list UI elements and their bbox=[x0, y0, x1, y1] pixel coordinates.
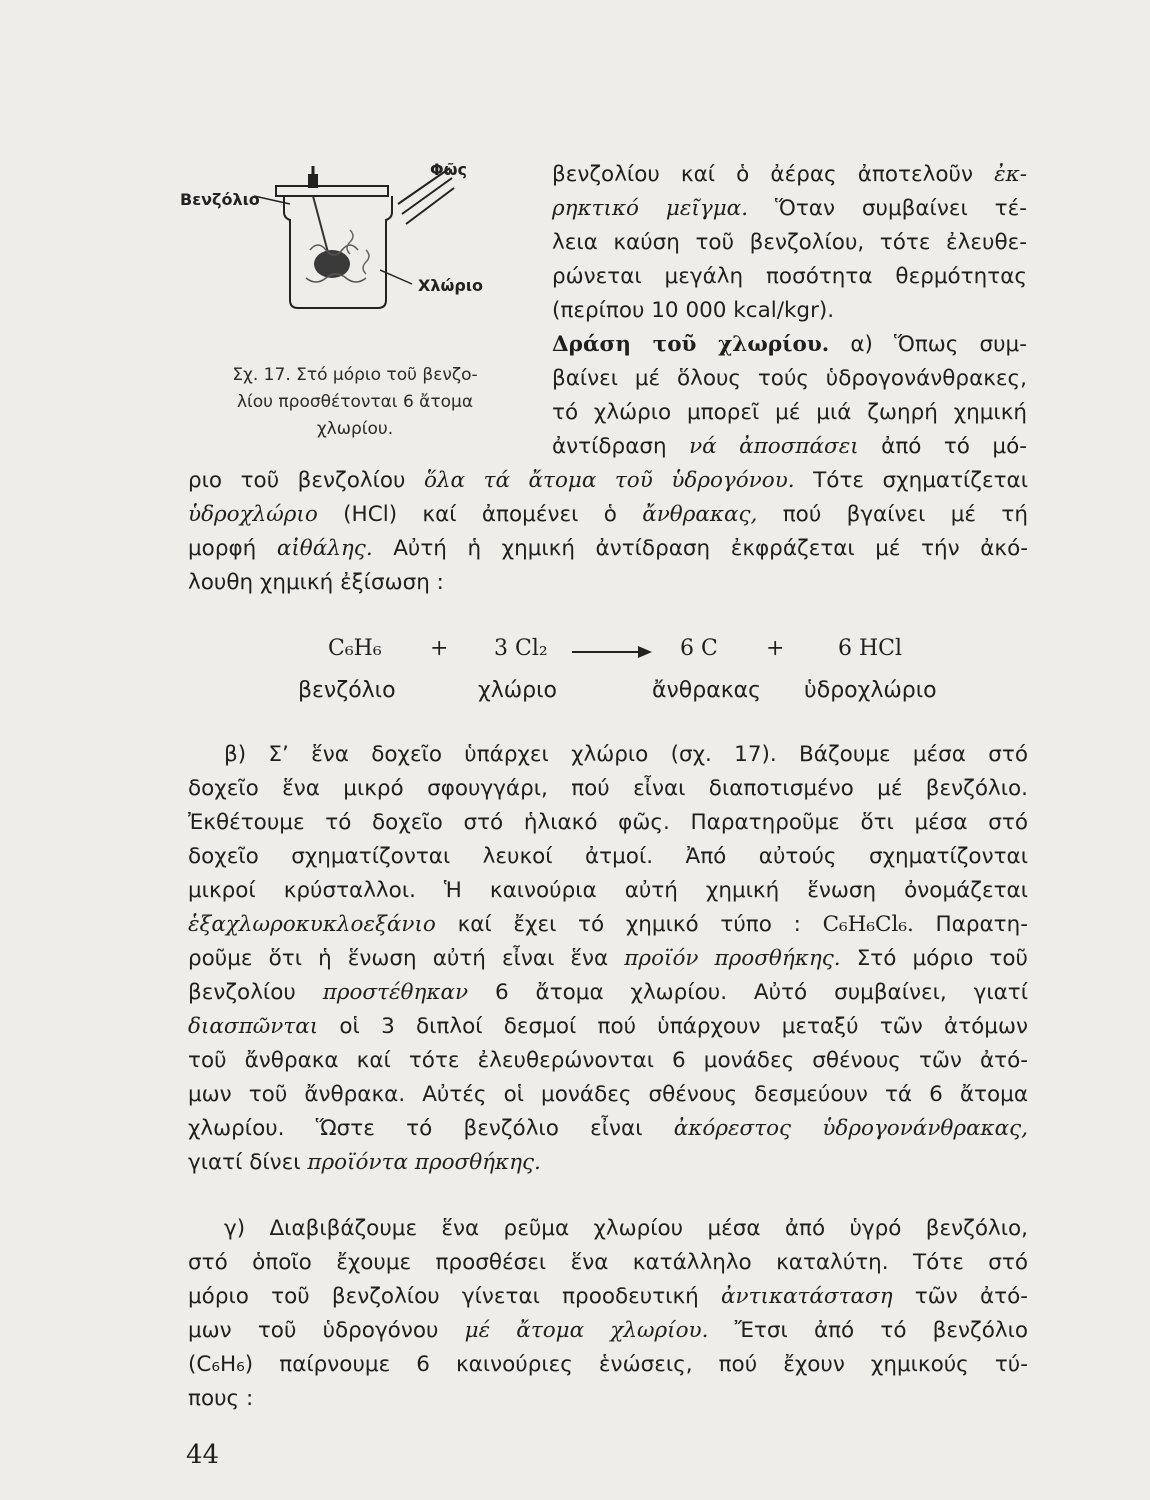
light-label: Φῶς bbox=[430, 160, 467, 179]
text-line: β) Σ’ ἕνα δοχεῖο ὑπάρχει χλώριο (σχ. 17). Βάζουμε μέσα στό bbox=[224, 742, 1028, 767]
plus-sign: + bbox=[766, 636, 785, 661]
caption-line: Σχ. 17. Στό μόριο τοῦ βενζο- bbox=[232, 365, 478, 385]
plus-sign: + bbox=[430, 636, 449, 661]
text-line: δοχεῖο σχηματίζονται λευκοί ἀτμοί. Ἀπό αὐτούς σχηματίζονται bbox=[188, 844, 1028, 869]
figure-caption bbox=[190, 362, 520, 443]
text-line: διασπῶνται οἱ 3 διπλοί δεσμοί πού ὑπάρχουν μεταξύ τῶν ἀτόμων bbox=[188, 1014, 1028, 1039]
text-line: Ἐκθέτουμε τό δοχεῖο στό ἡλιακό φῶς. Παρατηροῦμε ὅτι μέσα στό bbox=[188, 810, 1028, 835]
text-line: (C₆H₆) παίρνουμε 6 καινούριες ἑνώσεις, πού ἔχουν χημικούς τύ- bbox=[188, 1352, 1028, 1377]
text-line: μικροί κρύσταλλοι. Ἡ καινούρια αὐτή χημική ἕνωση ὀνομάζεται bbox=[188, 878, 1028, 903]
text-line: στό ὁποῖο ἔχουμε προσθέσει ἕνα κατάλληλο καταλύτη. Τότε στό bbox=[188, 1250, 1028, 1275]
column-text bbox=[552, 158, 1027, 464]
text-line: Δράση τοῦ χλωρίου. α) Ὅπως συμ- bbox=[552, 332, 1027, 357]
page-number: 44 bbox=[186, 1440, 220, 1470]
text-line: ρώνεται μεγάλη ποσότητα θερμότητας bbox=[552, 264, 1027, 289]
text-line: μων τοῦ ὑδρογόνου μέ ἄτομα χλωρίου. Ἔτσι ἀπό τό βενζόλιο bbox=[188, 1318, 1028, 1343]
text-line: λουθη χημική ἐξίσωση : bbox=[188, 570, 444, 595]
caption-line: χλωρίου. bbox=[316, 419, 394, 439]
benzene-name: βενζόλιο bbox=[298, 678, 396, 703]
text-line: βαίνει μέ ὅλους τούς ὑδρογονάνθρακες, bbox=[552, 366, 1027, 391]
reactant-benzene-formula: C₆H₆ bbox=[328, 636, 382, 661]
chlorine-name: χλώριο bbox=[478, 678, 558, 703]
text-line: γ) Διαβιβάζουμε ἕνα ρεῦμα χλωρίου μέσα ἀπό ὑγρό βενζόλιο, bbox=[224, 1216, 1028, 1241]
hcl-name: ὑδροχλώριο bbox=[804, 678, 937, 703]
paragraph-c bbox=[188, 1212, 1028, 1416]
text-line: μων τοῦ ἄνθρακα. Αὐτές οἱ μονάδες σθένους δεσμεύουν τά 6 ἄτομα bbox=[188, 1082, 1028, 1107]
carbon-name: ἄνθρακας bbox=[652, 678, 762, 703]
text-line: ριο τοῦ βενζολίου ὅλα τά ἄτομα τοῦ ὑδρογόνου. Τότε σχηματίζεται bbox=[188, 468, 1028, 493]
text-line: (περίπου 10 000 kcal/kgr). bbox=[552, 298, 835, 323]
text-line: ροῦμε ὅτι ἡ ἕνωση αὐτή εἶναι ἕνα προϊόν προσθήκης. Στό μόριο τοῦ bbox=[188, 946, 1028, 971]
benzene-label: Βενζόλιο bbox=[180, 190, 260, 209]
text-line: βενζολίου καί ὁ ἀέρας ἀποτελοῦν ἐκ- bbox=[552, 162, 1027, 187]
paragraph-a bbox=[188, 464, 1028, 600]
text-line: τό χλώριο μπορεῖ μέ μιά ζωηρή χημική bbox=[552, 400, 1027, 425]
text-line: γιατί δίνει προϊόντα προσθήκης. bbox=[188, 1150, 541, 1175]
product-hcl-formula: 6 HCl bbox=[838, 636, 903, 661]
text-line: ἀντίδραση νά ἀποσπάσει ἀπό τό μό- bbox=[552, 434, 1027, 459]
text-line: μόριο τοῦ βενζολίου γίνεται προοδευτική ἀντικατάσταση τῶν ἀτό- bbox=[188, 1284, 1028, 1309]
section-heading: Δράση τοῦ χλωρίου. bbox=[552, 332, 830, 357]
text-line: ρηκτικό μεῖγμα. Ὅταν συμβαίνει τέ- bbox=[552, 196, 1027, 221]
text-line: τοῦ ἄνθρακα καί τότε ἐλευθερώνονται 6 μονάδες σθένους τῶν ἀτό- bbox=[188, 1048, 1028, 1073]
text-line: πους : bbox=[188, 1386, 254, 1411]
product-carbon-formula: 6 C bbox=[680, 636, 718, 661]
caption-line: λίου προσθέτονται 6 ἄτομα bbox=[236, 392, 474, 412]
paragraph-b bbox=[188, 738, 1028, 1180]
text-line: βενζολίου προστέθηκαν 6 ἄτομα χλωρίου. Αὐτό συμβαίνει, γιατί bbox=[188, 980, 1029, 1005]
text-line: λεια καύση τοῦ βενζολίου, τότε ἐλευθε- bbox=[552, 230, 1027, 255]
chemical-equation bbox=[188, 632, 1028, 712]
figure-17 bbox=[180, 160, 500, 350]
reaction-arrow bbox=[572, 644, 652, 660]
jar-illustration bbox=[180, 160, 500, 350]
text-line: δοχεῖο ἕνα μικρό σφουγγάρι, πού εἶναι διαποτισμένο μέ βενζόλιο. bbox=[188, 776, 1028, 801]
text-line: ὑδροχλώριο (HCl) καί ἀπομένει ὁ ἄνθρακας, πού βγαίνει μέ τή bbox=[188, 502, 1028, 527]
text-line: μορφή αἰθάλης. Αὐτή ἡ χημική ἀντίδραση ἐκφράζεται μέ τήν ἀκό- bbox=[188, 536, 1028, 561]
chlorine-label: Χλώριο bbox=[418, 276, 484, 295]
reactant-chlorine-formula: 3 Cl₂ bbox=[494, 636, 548, 661]
text-line: χλωρίου. Ὥστε τό βενζόλιο εἶναι ἀκόρεστος ὑδρογονάνθρακας, bbox=[188, 1116, 1028, 1141]
text-line: ἑξαχλωροκυκλοεξάνιο καί ἔχει τό χημικό τύπο : C₆H₆Cl₆. Παρατη- bbox=[188, 912, 1028, 937]
